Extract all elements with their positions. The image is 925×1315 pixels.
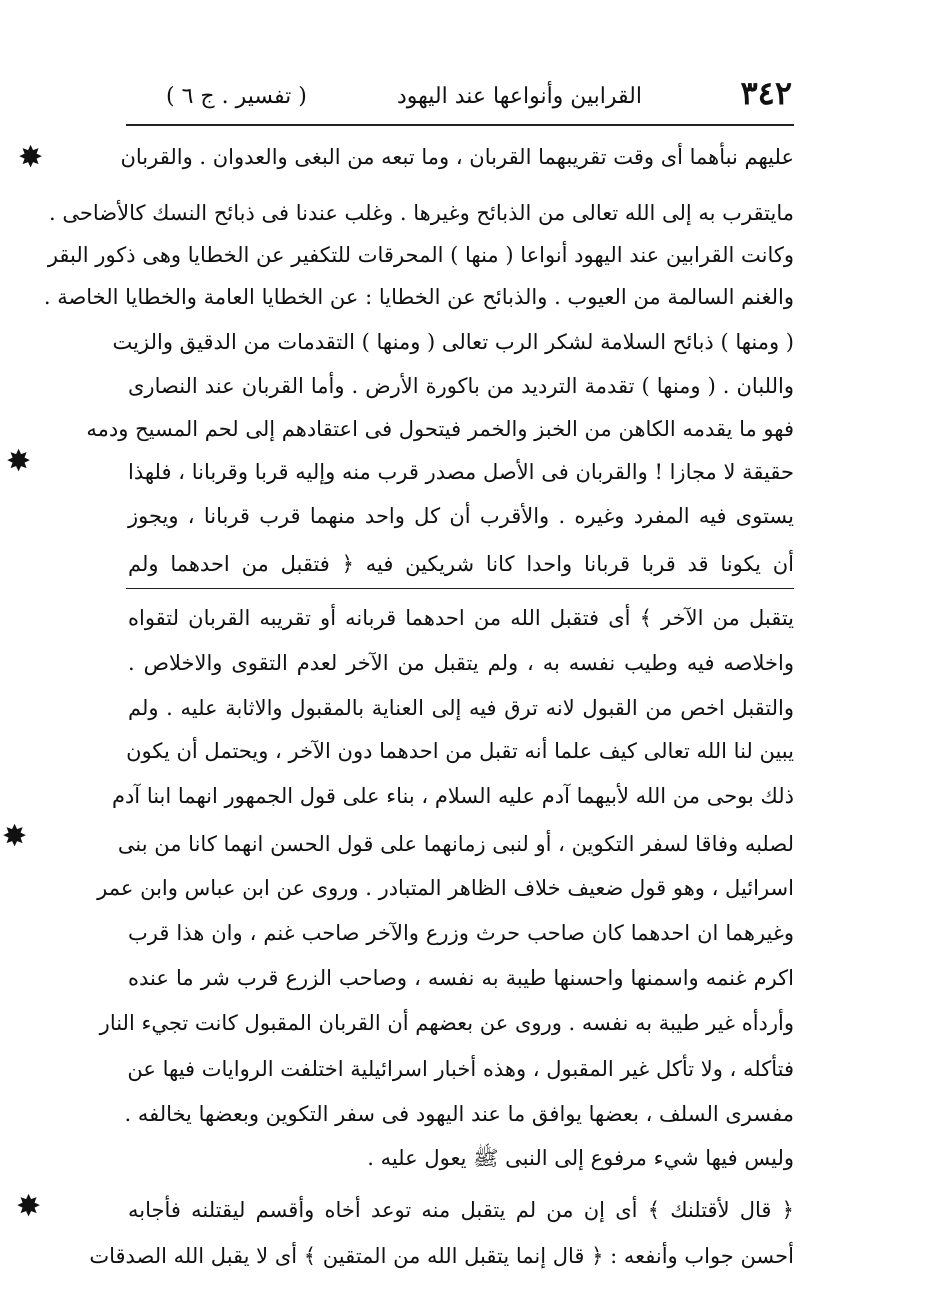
text-line: ( ومنها ) ذبائح السلامة لشكر الرب تعالى ( ومنها ) التقدمات من الدقيق والزيت [112,330,794,354]
text-line: حقيقة لا مجازا ! والقربان فى الأصل مصدر قرب منه وإليه قربا وقربانا ، فلهذا [128,460,794,484]
text-line: فتأكله ، ولا تأكل غير المقبول ، وهذه أخبار اسرائيلية اختلفت الروايات فيها عن [127,1057,794,1081]
margin-ornament-icon: ✸ [2,819,28,854]
volume-reference: ( تفسير . ج ٦ ) [166,84,307,109]
text-line: فهو ما يقدمه الكاهن من الخبز والخمر فيتحول فى اعتقادهم إلى لحم المسيح ودمه [86,417,794,441]
page-number: ٣٤٢ [740,74,792,112]
text-line: مفسرى السلف ، بعضها يوافق ما عند اليهود فى سفر التكوين وبعضها يخالفه . [124,1102,794,1126]
text-line: يستوى فيه المفرد وغيره . والأقرب أن كل واحد منهما قرب قربانا ، ويجوز [128,504,794,528]
text-line: يتقبل من الآخر ﴾ أى فتقبل الله من احدهما قربانه أو تقريبه القربان لتقواه [128,606,794,630]
text-line: اسرائيل ، وهو قول ضعيف خلاف الظاهر المتبادر . وروى عن ابن عباس وابن عمر [97,876,794,900]
running-title: القرابين وأنواعها عند اليهود [396,84,642,109]
text-line: لصلبه وفاقا لسفر التكوين ، أو لنبى زمانهما على قول الحسن انهما كانا من بنى [117,832,794,856]
text-line: وكانت القرابين عند اليهود أنواعا ( منها ) المحرقات للتكفير عن الخطايا وهى ذكور البقر [47,243,794,267]
section-rule [126,588,794,589]
header-rule [126,124,794,126]
text-line: وليس فيها شيء مرفوع إلى النبى ﷺ يعول عليه . [367,1146,794,1170]
text-line: وغيرهما ان احدهما كان صاحب حرث وزرع والآخر صاحب غنم ، وان هذا قرب [128,921,794,945]
text-line: أحسن جواب وأنفعه : ﴿ قال إنما يتقبل الله من المتقين ﴾ أى لا يقبل الله الصدقات [89,1244,794,1268]
margin-ornament-icon: ✸ [18,140,44,175]
page-header [130,74,792,118]
text-line: والغنم السالمة من العيوب . والذبائح عن الخطايا : عن الخطايا العامة والخطايا الخاصة . [43,285,794,309]
margin-ornament-icon: ✸ [16,1189,42,1224]
text-line: واللبان . ( ومنها ) تقدمة الترديد من باكورة الأرض . وأما القربان عند النصارى [128,374,794,398]
text-line: أن يكونا قد قربا قربانا واحدا كانا شريكين فيه ﴿ فتقبل من احدهما ولم [128,552,794,576]
text-line: اكرم غنمه واسمنها واحسنها طيبة به نفسه ، وصاحب الزرع قرب شر ما عنده [128,966,794,990]
text-line: ﴿ قال لأقتلنك ﴾ أى إن من لم يتقبل منه توعد أخاه وأقسم ليقتلنه فأجابه [128,1198,794,1222]
text-line: وأردأه غير طيبة به نفسه . وروى عن بعضهم أن القربان المقبول كانت تجيء النار [99,1011,794,1035]
text-line: عليهم نبأهما أى وقت تقريبهما القربان ، وما تبعه من البغى والعدوان . والقربان [120,145,794,169]
margin-ornament-icon: ✸ [6,444,32,479]
text-line: واخلاصه فيه وطيب نفسه به ، ولم يتقبل من الآخر لعدم التقوى والاخلاص . [128,651,794,675]
text-line: ذلك بوحى من الله لأبيهما آدم عليه السلام ، بناء على قول الجمهور انهما ابنا آدم [111,784,794,808]
text-line: والتقبل اخص من القبول لانه ترق فيه إلى العناية بالمقبول والاثابة عليه . ولم [128,696,794,720]
text-line: يبين لنا الله تعالى كيف علما أنه تقبل من احدهما دون الآخر ، ويحتمل أن يكون [126,739,794,763]
text-line: مايتقرب به إلى الله تعالى من الذبائح وغيرها . وغلب عندنا فى ذبائح النسك كالأضاحى . [49,201,794,225]
